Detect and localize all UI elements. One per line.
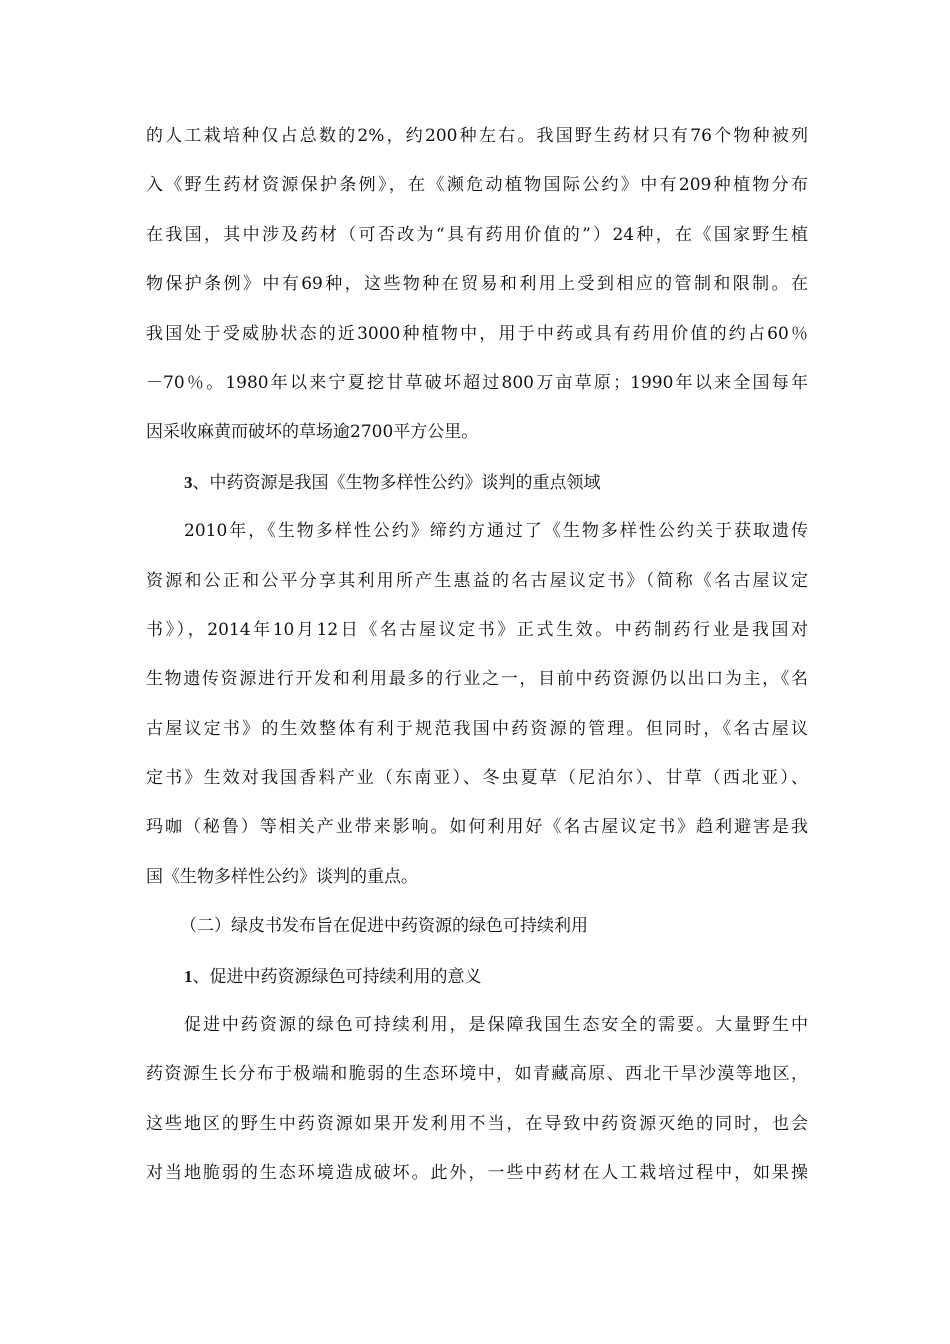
paragraph-line: 这些地区的野生中药资源如果开发利用不当，在导致中药资源灭绝的同时，也会 [146,1113,808,1134]
section-heading [146,952,808,1001]
heading-text: 、促进中药资源绿色可持续利用的意义 [192,966,482,987]
paragraph-line: 我国处于受威胁状态的近3000种植物中，用于中药或具有药用价值的约占60％ [146,323,808,344]
paragraph-line: 的人工栽培种仅占总数的2%，约200种左右。我国野生药材只有76个物种被列 [146,126,808,146]
paragraph-line: －70％。1980年以来宁夏挖甘草破坏超过800万亩草原；1990年以来全国每年 [146,372,808,393]
paragraph-line: 资源和公正和公平分享其利用所产生惠益的名古屋议定书》（简称《名古屋议定 [146,570,808,591]
paragraph-line: 物保护条例》中有69种，这些物种在贸易和利用上受到相应的管制和限制。在 [146,274,808,295]
paragraph-line: 书》），2014年10月12日《名古屋议定书》正式生效。中药制药行业是我国对 [146,619,808,640]
paragraph-line: 定书》生效对我国香料产业（东南亚）、冬虫夏草（尼泊尔）、甘草（西北亚）、 [146,768,808,789]
paragraph-line: 生物遗传资源进行开发和利用最多的行业之一，目前中药资源仍以出口为主，《名 [146,669,808,690]
section-heading [146,458,808,507]
body-text [146,112,808,1199]
paragraph-line: 玛咖（秘鲁）等相关产业带来影响。如何利用好《名古屋议定书》趋利避害是我 [146,817,808,838]
paragraph-line: 在我国，其中涉及药材（可否改为“具有药用价值的”）24种，在《国家野生植 [146,224,808,245]
paragraph-line: 对当地脆弱的生态环境造成破坏。此外，一些中药材在人工栽培过程中，如果操 [146,1163,808,1184]
paragraph-line: 因采收麻黄而破坏的草场逾2700平方公里。 [146,422,479,443]
paragraph-line: （二）绿皮书发布旨在促进中药资源的绿色可持续利用 [180,916,588,937]
heading-number: 3 [184,472,193,492]
paragraph-line: 入《野生药材资源保护条例》，在《濒危动植物国际公约》中有209种植物分布 [146,175,808,196]
heading-number: 1 [184,966,193,986]
paragraph-line: 药资源生长分布于极端和脆弱的生态环境中，如青藏高原、西北干旱沙漠等地区， [146,1064,808,1085]
paragraph-line: 国《生物多样性公约》谈判的重点。 [146,866,418,887]
paragraph-line: 2010年，《生物多样性公约》缔约方通过了《生物多样性公约关于获取遗传 [184,521,808,542]
paragraph-line: 古屋议定书》的生效整体有利于规范我国中药资源的管理。但同时，《名古屋议 [146,718,808,739]
heading-text: 、中药资源是我国《生物多样性公约》谈判的重点领域 [192,472,601,493]
paragraph-line: 促进中药资源的绿色可持续利用，是保障我国生态安全的需要。大量野生中 [184,1015,808,1036]
